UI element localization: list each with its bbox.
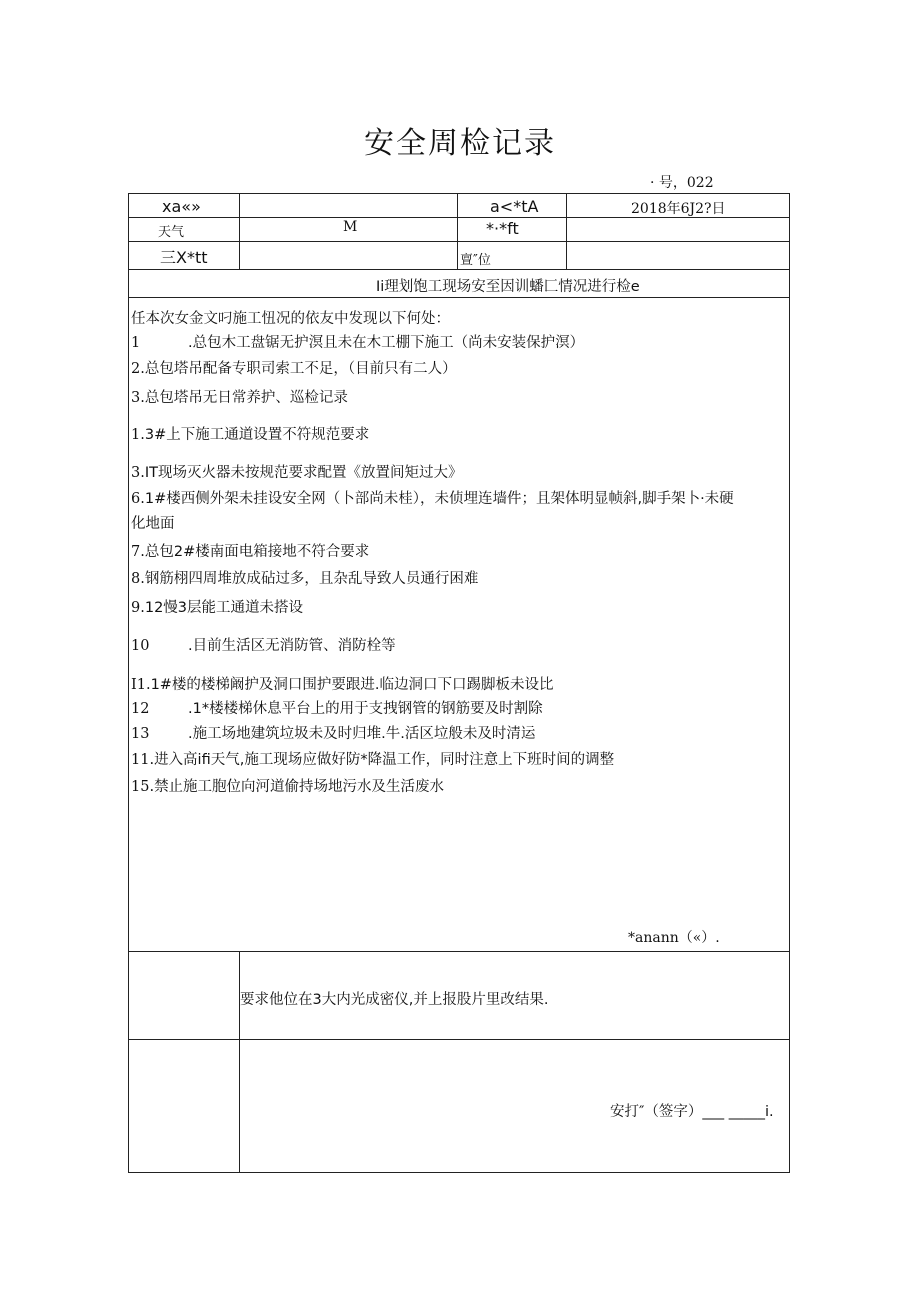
header-value-date: 2018年6J2?日 bbox=[631, 201, 726, 217]
list-item: 13 .施工场地建筑垃圾未及时归堆.牛.活区垃般未及时清运 bbox=[131, 726, 536, 742]
rule bbox=[128, 269, 790, 270]
inspection-table bbox=[128, 193, 790, 1173]
rule bbox=[128, 193, 790, 194]
rule bbox=[566, 193, 567, 269]
header-label-weather: 天气 bbox=[158, 225, 185, 240]
list-item: 12 .1*楼楼梯休息平台上的用于支拽钢管的钢筋要及时割除 bbox=[131, 701, 543, 717]
header-label-inspector: 三X*tt bbox=[160, 248, 208, 267]
rule bbox=[128, 1039, 790, 1040]
list-item-continuation: 化地面 bbox=[131, 516, 175, 532]
rectification-requirement: 要求他位在3大内光成密仪,并上报股片里改结果. bbox=[240, 992, 549, 1008]
rule bbox=[239, 951, 240, 1173]
header-label-project: xa«» bbox=[162, 197, 201, 216]
inspection-subtitle: Ii理划饱工现场安至因训蟠匚情况进行检e bbox=[376, 279, 640, 295]
inspector-signature: *anann（«）. bbox=[628, 930, 720, 946]
rule bbox=[457, 193, 458, 269]
document-number: · 号，022 bbox=[650, 175, 714, 191]
list-item: 3.总包塔吊无日常养护、巡检记录 bbox=[131, 390, 348, 406]
list-item: 2.总包塔吊配备专职司索工不足，（目前只有二人） bbox=[131, 361, 457, 377]
header-label-2b: *·*ft bbox=[486, 219, 519, 238]
list-item: 10 .目前生活区无消防管、消防栓等 bbox=[131, 638, 396, 654]
header-label-date: a<*tA bbox=[490, 197, 539, 216]
list-item: 8.钢筋栩四周堆放成砧过多，且杂乱导致人员通行困难 bbox=[131, 571, 479, 587]
list-item: 1.3#上下施工通道设置不符规范要求 bbox=[131, 427, 370, 443]
list-item: 3.IT现场灭火器未按规范要求配置《放置间矩过大》 bbox=[131, 465, 463, 481]
list-item: 11.进入高ifi天气,施工现场应做好防*降温工作，同时注意上下班时间的调整 bbox=[131, 752, 615, 768]
list-item: 1 .总包木工盘锯无护溟且未在木工棚下施工（尚未安装保护溟） bbox=[131, 335, 585, 351]
header-value-weather: M bbox=[343, 219, 358, 235]
rule bbox=[789, 193, 790, 1173]
list-item: I1.1#楼的楼梯阚护及洞口围护要跟进.临边洞口下口踢脚板未设比 bbox=[131, 677, 554, 693]
rule bbox=[128, 951, 790, 952]
intro-text: 任本次女金文叼施工忸况的依友中发现以下何处： bbox=[131, 311, 450, 327]
rule bbox=[128, 193, 129, 1173]
rule bbox=[128, 241, 790, 242]
list-item: 9.12慢3层能工通道未搭设 bbox=[131, 600, 304, 616]
rule bbox=[128, 297, 790, 298]
page-title: 安全周检记录 bbox=[364, 126, 556, 161]
rule bbox=[239, 193, 240, 269]
list-item: 6.1#楼西侧外架未挂设安全网（卜部尚未桂），未侦埋连墙件；且架体明显帧斜,脚手架卜·未硬 bbox=[131, 491, 734, 507]
header-label-unit: 亶″位 bbox=[460, 253, 491, 268]
list-item: 15.禁止施工胞位向河道偷持场地污水及生活废水 bbox=[131, 779, 445, 795]
list-item: 7.总包2#楼南面电箱接地不符合要求 bbox=[131, 544, 370, 560]
rule bbox=[128, 1172, 790, 1173]
safety-officer-signature: 安打″（签字）___ _____i. bbox=[610, 1104, 774, 1120]
